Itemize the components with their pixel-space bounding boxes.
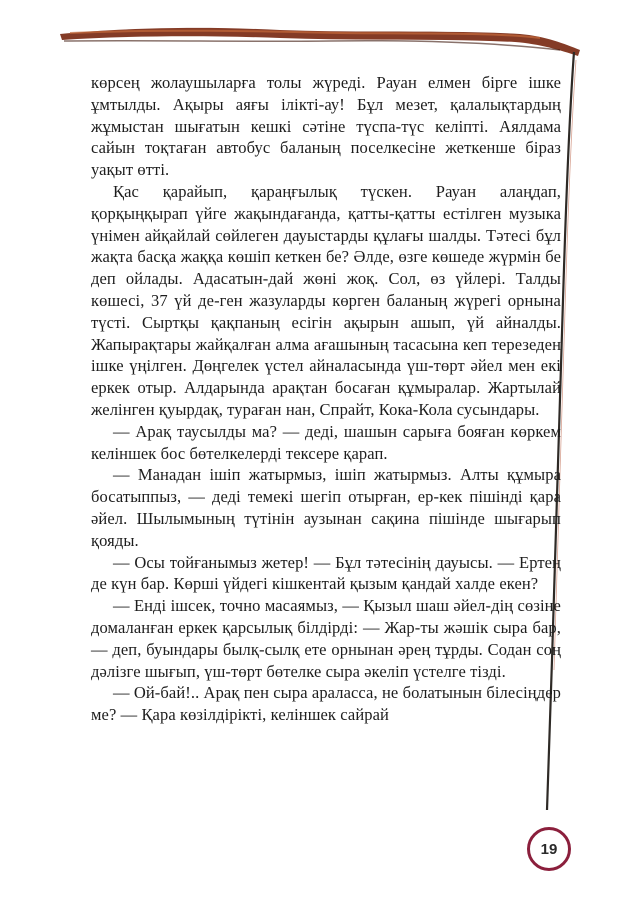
page-number-badge (527, 827, 571, 871)
page-number: 19 (540, 840, 558, 858)
paragraph: Қас қарайып, қараңғылық түскен. Рауан алаңдап, қорқыңқырап үйге жақындағанда, қатты-қатты естілген музыка үнімен айқайлай сөйлеген дауыстарды құлағы шалды. Тәтесі бұл жақта басқа жаққа көшіп кеткен бе? Әлде, өзге көшеде жүрмін бе деп ойлады. Адасатын-дай жөні жоқ. Сол, өз үйлері. Талды көшесі, 37 үй де-ген жазуларды көрген баланың жүрегі орнына түсті. Сыртқы қақпаның есігін ақырын ашып, үй айналды. Жапырақтары жайқалған алма ағашының тасасына кеп терезеден ішке үңілген. Дөңгелек үстел айналасында үш-төрт әйел мен екі еркек отыр. Алдарында арақтан босаған құмыралар. Жартылай желінген қуырдақ, тураған нан, Спрайт, Кока-Кола сусындары. (91, 181, 561, 419)
paragraph: — Манадан ішіп жатырмыз, ішіп жатырмыз. Алты құмыра босатыппыз, — деді темекі шегіп отырған, ер-кек пішінді қара әйел. Шылымының түтінін аузынан сақина пішінде шығарып қояды. (91, 465, 561, 550)
paragraph: — Енді ішсек, точно масаямыз, — Қызыл шаш әйел-дің сөзіне домаланған еркек қарсылық білдірді: — Жар-ты жәшік сыра бар, — деп, буындары былқ-сылқ ете орнынан әрең тұрды. Содан соң дәлізге шығып, үш-төрт бөтелке сыра әкеліп үстелге тізді. (91, 596, 561, 681)
top-brush-shadow (64, 41, 560, 50)
paragraph: көрсең жолаушыларға толы жүреді. Рауан елмен бірге ішке ұмтылды. Ақыры аяғы ілікті-ау! Бұл мезет, қалалықтардың жұмыстан шығатын кешкі сәтіне түспа-түс келіпті. Аялдама сайын тоқтаған автобус баланың поселкесіне жеткенше біраз уақыт өтті. (91, 73, 561, 180)
paragraph: — Осы тойғанымыз жетер! — Бұл тәтесінің дауысы. — Ертең де күн бар. Көрші үйдегі кішкентай қызым қандай халде екен? (91, 552, 561, 594)
body-text (91, 72, 561, 726)
paragraph: — Арақ таусылды ма? — деді, шашын сарыға бояған көркем келіншек бос бөтелкелерді тексере қарап. (91, 421, 561, 463)
paragraph: — Ой-бай!.. Арақ пен сыра араласса, не болатынын білесіңдер ме? — Қара көзілдірікті, келіншек сайрай (91, 683, 561, 725)
